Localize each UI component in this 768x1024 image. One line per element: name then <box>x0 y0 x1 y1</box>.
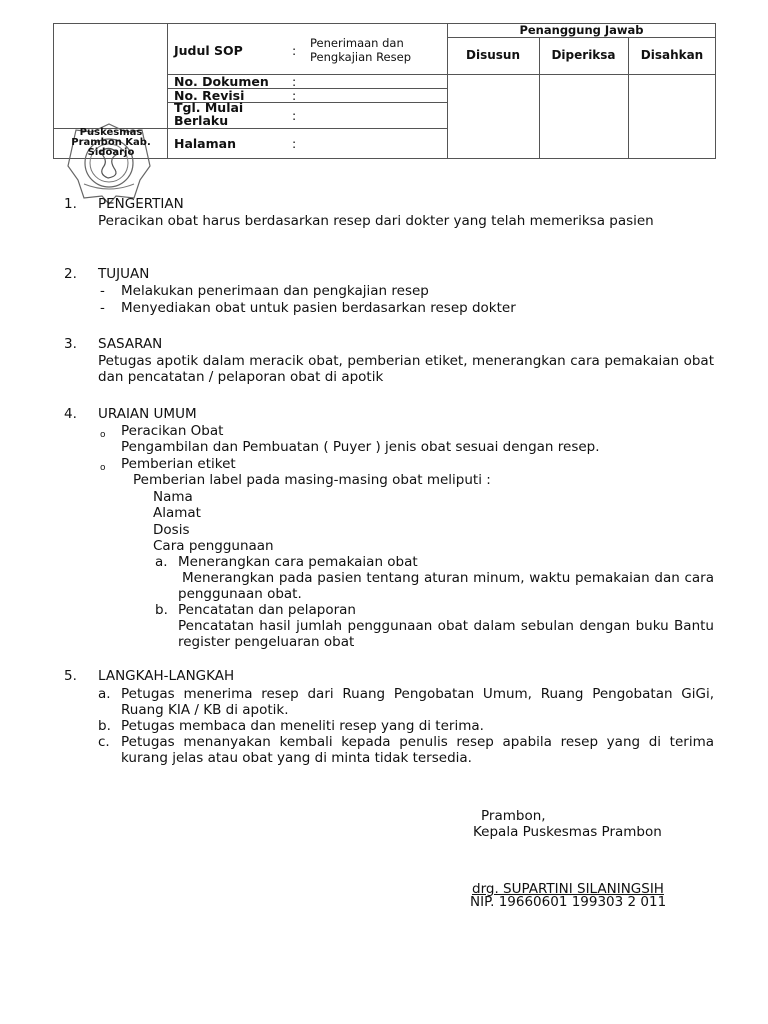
section-title-uraian-umum: URAIAN UMUM <box>98 406 197 422</box>
diperiksa-header: Diperiksa <box>551 48 616 62</box>
penanggung-jawab-header: Penanggung Jawab <box>519 23 644 37</box>
section-title-pengertian: PENGERTIAN <box>98 196 184 212</box>
signature-name: drg. SUPARTINI SILANINGSIH <box>472 881 664 897</box>
tujuan-item: Melakukan penerimaan dan pengkajian resep <box>121 283 429 299</box>
sasaran-text: Petugas apotik dalam meracik obat, pemberian etiket, menerangkan cara pemakaian obat dan pencatatan / pelaporan obat di apotik <box>98 353 714 385</box>
logo-caption: Puskesmas Prambon Kab. Sidoarjo <box>71 127 151 158</box>
list-dash: - <box>100 283 105 299</box>
bullet-icon: o <box>100 463 106 473</box>
sub-text: Menerangkan pada pasien tentang aturan minum, waktu pemakaian dan cara penggunaan obat. <box>178 570 714 602</box>
no-revisi-label: No. Revisi <box>174 88 245 103</box>
uraian-item-text: Pemberian label pada masing-masing obat meliputi : <box>133 472 491 488</box>
uraian-item-text: Pengambilan dan Pembuatan ( Puyer ) jenis obat sesuai dengan resep. <box>121 439 600 455</box>
sub-title: Menerangkan cara pemakaian obat <box>178 554 418 570</box>
disusun-header: Disusun <box>466 48 520 62</box>
section-title-sasaran: SASARAN <box>98 336 163 352</box>
colon: : <box>292 88 297 103</box>
section-number: 5. <box>64 668 77 684</box>
uraian-item-title: Peracikan Obat <box>121 423 224 439</box>
sub-title: Pencatatan dan pelaporan <box>178 602 356 618</box>
signature-place: Prambon, <box>481 808 546 824</box>
step-marker: b. <box>98 718 111 734</box>
bullet-icon: o <box>100 430 106 440</box>
disahkan-header: Disahkan <box>640 48 704 62</box>
colon: : <box>292 108 297 123</box>
step-text: Petugas membaca dan meneliti resep yang di terima. <box>121 718 484 734</box>
judul-value: Penerimaan dan Pengkajian Resep <box>310 36 411 64</box>
label-item: Nama <box>153 489 193 505</box>
pengertian-text: Peracikan obat harus berdasarkan resep dari dokter yang telah memeriksa pasien <box>98 213 654 229</box>
signature-nip: NIP. 19660601 199303 2 011 <box>470 894 667 910</box>
colon: : <box>292 74 297 89</box>
step-text: Petugas menanyakan kembali kepada penulis resep apabila resep yang di terima kurang jelas atau obat yang di minta tidak tersedia. <box>121 734 714 766</box>
section-number: 3. <box>64 336 77 352</box>
sub-text: Pencatatan hasil jumlah penggunaan obat dalam sebulan dengan buku Bantu register pengeluaran obat <box>178 618 714 650</box>
table-divider <box>447 23 448 159</box>
list-dash: - <box>100 300 105 316</box>
halaman-label: Halaman <box>174 136 236 151</box>
sub-marker: a. <box>155 554 168 570</box>
section-title-langkah: LANGKAH-LANGKAH <box>98 668 235 684</box>
label-item: Cara penggunaan <box>153 538 274 554</box>
uraian-item-title: Pemberian etiket <box>121 456 236 472</box>
step-text: Petugas menerima resep dari Ruang Pengobatan Umum, Ruang Pengobatan GiGi, Ruang KIA / KB di apotik. <box>121 686 714 718</box>
table-divider <box>167 128 447 129</box>
colon: : <box>292 136 297 151</box>
step-marker: c. <box>98 734 110 750</box>
no-dokumen-label: No. Dokumen <box>174 74 269 89</box>
section-number: 4. <box>64 406 77 422</box>
section-number: 1. <box>64 196 77 212</box>
section-title-tujuan: TUJUAN <box>98 266 150 282</box>
judul-label: Judul SOP <box>174 43 243 58</box>
tgl-label: Tgl. Mulai Berlaku <box>174 100 244 128</box>
signature-position: Kepala Puskesmas Prambon <box>473 824 662 840</box>
sub-marker: b. <box>155 602 168 618</box>
judul-colon: : <box>292 43 297 58</box>
tujuan-item: Menyediakan obat untuk pasien berdasarkan resep dokter <box>121 300 516 316</box>
label-item: Alamat <box>153 505 201 521</box>
step-marker: a. <box>98 686 111 702</box>
label-item: Dosis <box>153 522 190 538</box>
table-divider <box>167 23 168 159</box>
table-divider <box>447 37 716 38</box>
section-number: 2. <box>64 266 77 282</box>
